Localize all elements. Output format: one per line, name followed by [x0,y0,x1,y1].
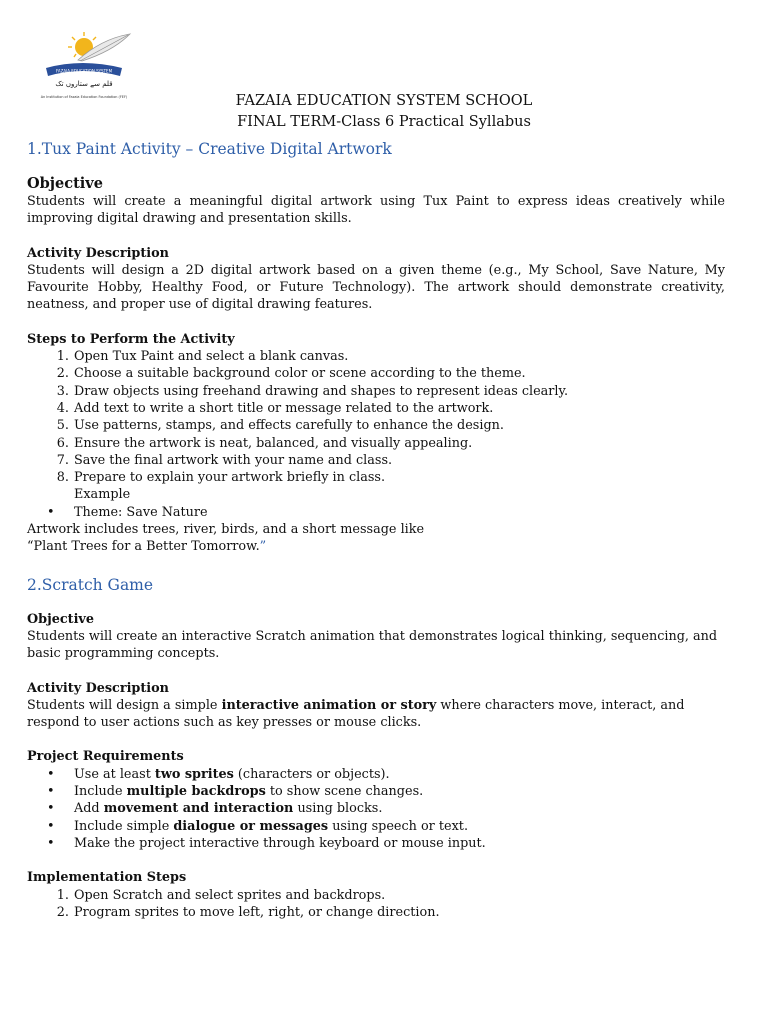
example-label: Example [74,487,131,503]
section-1-steps-list [27,348,725,486]
section-2-activity-heading: Activity Description [27,680,169,696]
list-item: 2. Choose a suitable background color or scene according to the theme. [73,365,725,382]
example-list [27,504,725,521]
section-1-steps-heading: Steps to Perform the Activity [27,331,235,347]
section-1-activity-heading: Activity Description [27,245,169,261]
section-2-requirements-heading: Project Requirements [27,749,184,765]
section-2-title: 2.Scratch Game [27,575,154,594]
list-item: • Use at least two sprites (characters or objects). [73,766,725,783]
section-2-objective-heading: Objective [27,611,95,627]
syllabus-title: FINAL TERM-Class 6 Practical Syllabus [237,114,531,130]
document-header [0,91,768,133]
list-item: • Add movement and interaction using blocks. [73,800,725,817]
document-body [27,138,725,921]
list-item: • Make the project interactive through keyboard or mouse input. [73,835,725,852]
logo-ribbon-text: FAZAIA EDUCATION SYSTEM [55,68,113,74]
activity-text-start: Students will design a simple [27,697,222,713]
activity-text-end: where characters move, interact, and respond to user actions such as key presses or mouse clicks. [27,697,685,731]
section-1-objective-text: Students will create a meaningful digital artwork using Tux Paint to express ideas creatively while improving digital drawing and presentation skills. [27,194,725,227]
example-line-2 [27,538,725,555]
section-2-activity-text [27,697,725,732]
section-2-implementation-heading: Implementation Steps [27,870,187,886]
requirements-list [27,766,725,852]
section-1-title: 1.Tux Paint Activity – Creative Digital Artwork [27,140,392,158]
list-item: 4. Add text to write a short title or message related to the artwork. [73,400,725,417]
section-1-activity-text: Students will design a 2D digital artwork based on a given theme (e.g., My School, Save Nature, My Favourite Hobby, Healthy Food, or Future Technology). The artwork should demonstrate creativity, neatness, and proper use of digital drawing features. [27,262,725,313]
list-item: 1. Open Scratch and select sprites and backdrops. [73,887,725,904]
implementation-list [27,887,725,922]
list-item: 3. Draw objects using freehand drawing and shapes to represent ideas clearly. [73,383,725,400]
list-item: 2. Program sprites to move left, right, or change direction. [73,904,725,921]
logo-urdu-text: قلم سے ستاروں تک [55,80,113,88]
logo-tagline: An Institution of Fazaia Education Foundation (FEF) [40,95,128,99]
list-item: • Include simple dialogue or messages using speech or text. [73,818,725,835]
list-item: • Theme: Save Nature [73,504,725,521]
list-item: 7. Save the final artwork with your name and class. [73,452,725,469]
example-line-1: Artwork includes trees, river, birds, and a short message like [27,522,425,538]
activity-text-bold: interactive animation or story [221,697,437,713]
school-name: FAZAIA EDUCATION SYSTEM SCHOOL [235,93,533,109]
list-item: • Include multiple backdrops to show scene changes. [73,783,725,800]
list-item: 5. Use patterns, stamps, and effects carefully to enhance the design. [73,417,725,434]
list-item: 6. Ensure the artwork is neat, balanced, and visually appealing. [73,435,725,452]
example-close-quote: ” [259,539,267,555]
list-item: 8. Prepare to explain your artwork briefly in class. [73,469,725,486]
example-quote-text: “Plant Trees for a Better Tomorrow. [27,539,260,555]
list-item: 1. Open Tux Paint and select a blank canvas. [73,348,725,365]
section-2-objective-text: Students will create an interactive Scratch animation that demonstrates logical thinking, sequencing, and basic programming concepts. [27,628,718,662]
section-1-objective-heading: Objective [27,175,103,192]
